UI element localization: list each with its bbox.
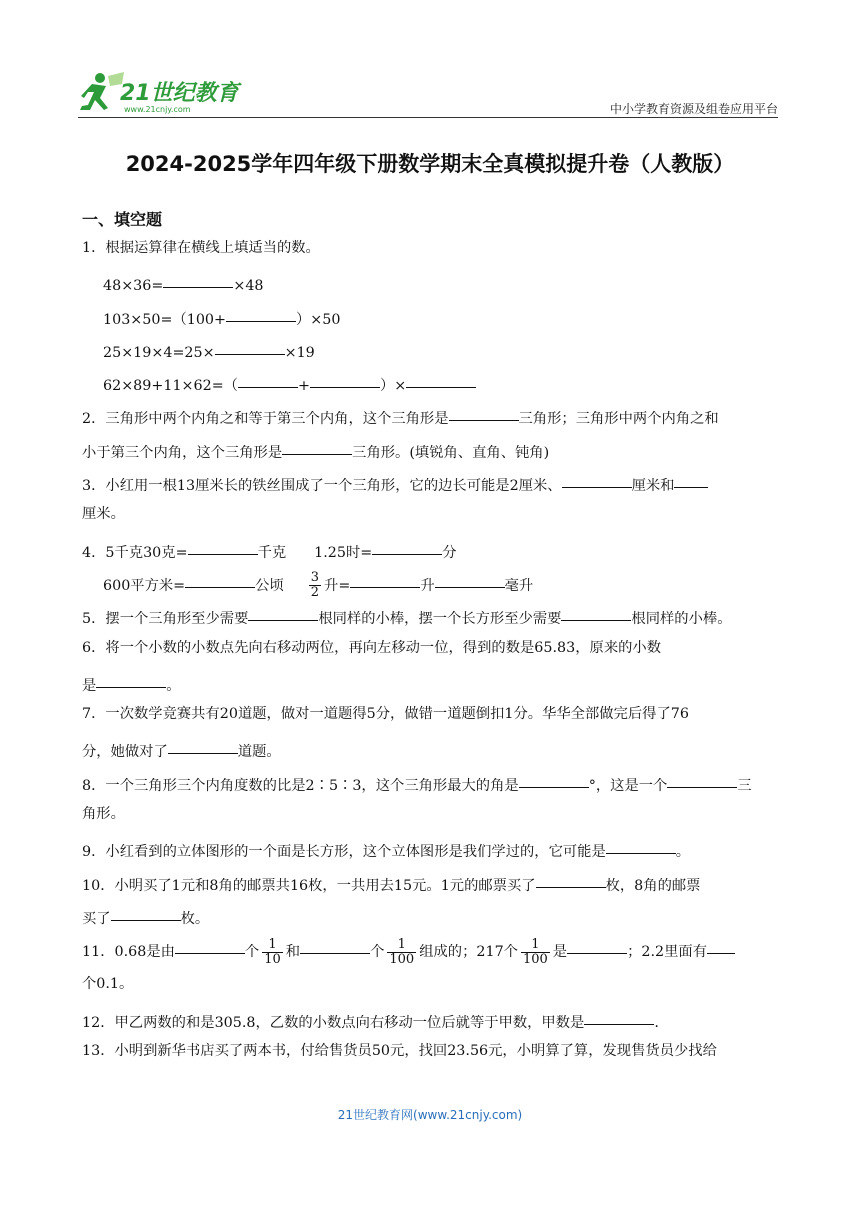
q1-c: 25×19×4=25× ×19 — [82, 332, 782, 365]
q12: 12．甲乙两数的和是305.8，乙数的小数点向右移动一位后就等于甲数，甲数是 . — [82, 1002, 782, 1035]
q3-line2: 厘米。 — [82, 506, 125, 523]
section-heading: 一、填空题 — [82, 210, 163, 229]
runner-icon — [80, 72, 124, 110]
q4-line1: 4．5千克30克= 千克 1.25时= 分 — [82, 532, 782, 565]
q10-line2: 买了 枚。 — [82, 898, 782, 931]
answer-blank[interactable] — [248, 598, 318, 621]
answer-blank[interactable] — [350, 565, 420, 588]
answer-blank[interactable] — [667, 765, 737, 788]
logo-url: www.21cnjy.com — [124, 105, 191, 114]
answer-blank[interactable] — [96, 665, 166, 688]
answer-blank[interactable] — [215, 332, 285, 355]
q10-line1: 10．小明买了1元和8角的邮票共16枚，一共用去15元。1元的邮票买了 枚，8角的邮票 — [82, 865, 782, 898]
page-title: 2024-2025学年四年级下册数学期末全真模拟提升卷（人教版） — [125, 152, 735, 176]
q8-line1: 8．一个三角形三个内角度数的比是2∶5∶3，这个三角形最大的角是 °，这是一个 三 — [82, 765, 782, 798]
answer-blank[interactable] — [406, 365, 476, 388]
answer-blank[interactable] — [185, 565, 255, 588]
answer-blank[interactable] — [435, 565, 505, 588]
fraction: $\frac{1}{100}$ — [389, 936, 415, 967]
q1-a: 48×36= ×48 — [82, 265, 782, 298]
answer-blank[interactable] — [707, 931, 735, 954]
site-logo — [78, 70, 268, 116]
q7-line1: 7．一次数学竞赛共有20道题，做对一道题得5分，做错一道题倒扣1分。华华全部做完后得了76 — [82, 706, 689, 723]
fraction: $\frac{1}{100}$ — [522, 936, 548, 967]
answer-blank[interactable] — [562, 465, 632, 488]
answer-blank[interactable] — [238, 365, 298, 388]
page-header — [0, 0, 860, 118]
fraction: $\frac{1}{10}$ — [264, 936, 281, 967]
answer-blank[interactable] — [519, 765, 589, 788]
page-footer[interactable]: 21世纪教育网(www.21cnjy.com) — [337, 1108, 523, 1122]
q13-line1: 13．小明到新华书店买了两本书，付给售货员50元，找回23.56元，小明算了算，发现售货员少找给 — [82, 1042, 717, 1059]
answer-blank[interactable] — [282, 432, 352, 455]
answer-blank[interactable] — [584, 1002, 654, 1025]
q9: 9．小红看到的立体图形的一个面是长方形，这个立体图形是我们学过的，它可能是 。 — [82, 831, 782, 864]
q5: 5．摆一个三角形至少需要 根同样的小棒，摆一个长方形至少需要 根同样的小棒。 — [82, 598, 782, 631]
logo-text: 21世纪教育 — [120, 81, 239, 106]
answer-blank[interactable] — [175, 931, 245, 954]
q1-stem: 1．根据运算律在横线上填适当的数。 — [82, 240, 320, 256]
q6-line2: 是 。 — [82, 665, 782, 698]
q11-line1: 11．0.68是由 个 $\frac{1}{10}$ 和 个 $\frac{1}{100}$ 组成的；217个 $\frac{1}{100}$ 是 ；2.2里面有 — [82, 931, 782, 968]
answer-blank[interactable] — [536, 865, 606, 888]
answer-blank[interactable] — [310, 365, 380, 388]
question-list — [82, 232, 782, 1068]
answer-blank[interactable] — [111, 898, 181, 921]
header-divider — [78, 117, 778, 118]
q2-line1: 2．三角形中两个内角之和等于第三个内角，这个三角形是 三角形；三角形中两个内角之和 — [82, 398, 782, 431]
q2-line2: 小于第三个内角，这个三角形是 三角形。(填锐角、直角、钝角) — [82, 432, 782, 465]
answer-blank[interactable] — [168, 731, 238, 754]
answer-blank[interactable] — [226, 299, 296, 322]
q7-line2: 分，她做对了 道题。 — [82, 731, 782, 764]
answer-blank[interactable] — [188, 532, 258, 555]
q8-line2: 角形。 — [82, 806, 125, 823]
answer-blank[interactable] — [163, 265, 233, 288]
q1-b: 103×50=（100+ ）×50 — [82, 299, 782, 332]
q3-line1: 3．小红用一根13厘米长的铁丝围成了一个三角形，它的边长可能是2厘米、 厘米和 — [82, 465, 782, 498]
q1-d: 62×89+11×62=（ + ）× — [82, 365, 782, 398]
answer-blank[interactable] — [567, 931, 627, 954]
q6-line1: 6．将一个小数的小数点先向右移动两位，再向左移动一位，得到的数是65.83，原来的小数 — [82, 639, 662, 656]
answer-blank[interactable] — [606, 831, 676, 854]
q4-line2: 600平方米= 公顷 $\frac{3}{2}$ 升= 升 毫升 — [82, 565, 782, 598]
answer-blank[interactable] — [674, 465, 708, 488]
answer-blank[interactable] — [372, 532, 442, 555]
answer-blank[interactable] — [449, 398, 519, 421]
q11-line2: 个0.1。 — [82, 976, 134, 993]
answer-blank[interactable] — [561, 598, 631, 621]
answer-blank[interactable] — [300, 931, 370, 954]
platform-label: 中小学教育资源及组卷应用平台 — [609, 102, 778, 116]
fraction: $\frac{3}{2}$ — [310, 570, 320, 601]
